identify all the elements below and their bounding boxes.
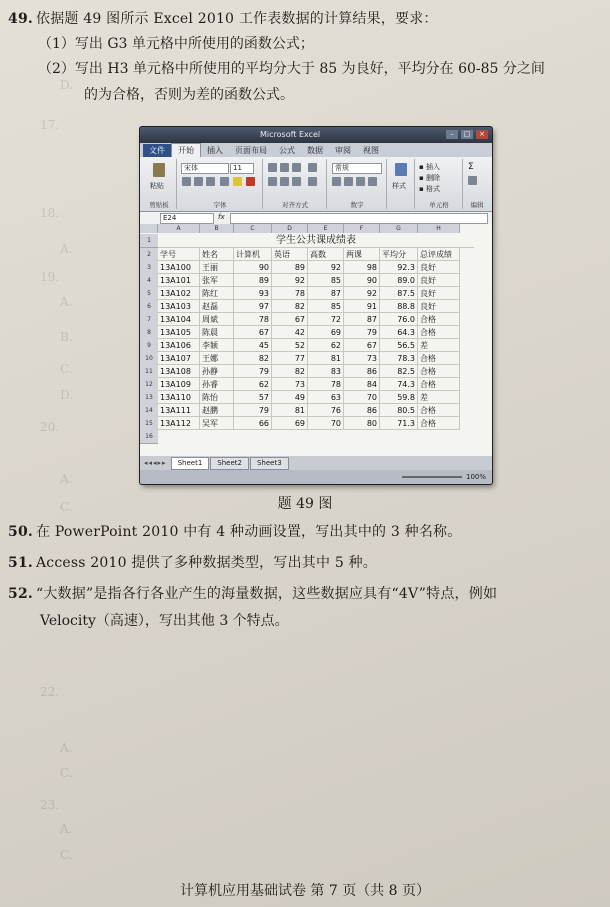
- table-cell[interactable]: 80: [344, 417, 380, 430]
- bleed-through-text: B.: [60, 330, 73, 344]
- table-cell[interactable]: 81: [308, 352, 344, 365]
- question-number: 49.: [8, 11, 33, 27]
- bleed-through-text: A.: [60, 242, 73, 256]
- currency-icon[interactable]: [332, 177, 341, 186]
- cells-group: [416, 159, 463, 209]
- table-cell[interactable]: 66: [234, 417, 272, 430]
- table-cell[interactable]: 良好: [418, 261, 460, 274]
- table-cell[interactable]: 陈红: [200, 287, 234, 300]
- table-cell[interactable]: 李颖: [200, 339, 234, 352]
- align-center-icon[interactable]: [280, 177, 289, 186]
- table-cell[interactable]: 71.3: [380, 417, 418, 430]
- format-cells-button[interactable]: ▪ 格式: [419, 185, 440, 193]
- column-header-d[interactable]: D: [272, 224, 308, 233]
- table-cell[interactable]: 97: [234, 300, 272, 313]
- bleed-through-text: 18.: [40, 206, 60, 220]
- question-number: 52.: [8, 586, 33, 602]
- column-header-h[interactable]: H: [418, 224, 460, 233]
- align-left-icon[interactable]: [268, 177, 277, 186]
- table-cell[interactable]: 陈怡: [200, 391, 234, 404]
- table-cell[interactable]: 13A102: [158, 287, 200, 300]
- maximize-icon[interactable]: □: [461, 130, 473, 139]
- table-cell[interactable]: 合格: [418, 313, 460, 326]
- clipboard-group-label: 剪贴板: [149, 201, 169, 209]
- cells-group-label: 单元格: [429, 201, 449, 209]
- table-cell[interactable]: 62: [308, 339, 344, 352]
- table-cell[interactable]: 差: [418, 391, 460, 404]
- tab-review[interactable]: 审阅: [335, 145, 351, 155]
- table-cell[interactable]: 周斌: [200, 313, 234, 326]
- table-cell[interactable]: 83: [308, 365, 344, 378]
- font-group-label: 字体: [213, 201, 227, 209]
- excel-title-bar: [140, 127, 492, 143]
- row-header[interactable]: 3: [140, 261, 158, 275]
- delete-cells-label: 删除: [425, 174, 440, 182]
- table-cell[interactable]: 77: [272, 352, 308, 365]
- sheet-tab-3[interactable]: Sheet3: [250, 457, 289, 470]
- table-cell[interactable]: 78: [308, 378, 344, 391]
- table-cell[interactable]: 82: [272, 300, 308, 313]
- bleed-through-text: D.: [60, 78, 74, 92]
- bleed-through-text: A.: [60, 822, 73, 836]
- ribbon-tabs: [140, 143, 492, 157]
- bold-icon[interactable]: [182, 177, 191, 186]
- table-cell[interactable]: 良好: [418, 300, 460, 313]
- question-51: [8, 552, 377, 572]
- insert-cells-label: 插入: [425, 163, 440, 171]
- row-header[interactable]: 14: [140, 404, 158, 418]
- table-cell[interactable]: 92.3: [380, 261, 418, 274]
- bleed-through-text: A.: [60, 741, 73, 755]
- underline-icon[interactable]: [206, 177, 215, 186]
- table-cell[interactable]: 13A107: [158, 352, 200, 365]
- italic-icon[interactable]: [194, 177, 203, 186]
- table-header-cell[interactable]: 总评成绩: [418, 248, 460, 261]
- bleed-through-text: 17.: [40, 118, 60, 132]
- table-cell[interactable]: 13A104: [158, 313, 200, 326]
- table-cell[interactable]: 王丽: [200, 261, 234, 274]
- paste-button[interactable]: 粘贴: [150, 182, 164, 190]
- row-header[interactable]: 8: [140, 326, 158, 340]
- merge-cells-icon[interactable]: [308, 177, 317, 186]
- table-cell[interactable]: 67: [344, 339, 380, 352]
- status-bar: [140, 470, 492, 484]
- table-cell[interactable]: 72: [308, 313, 344, 326]
- table-cell[interactable]: 86: [344, 365, 380, 378]
- table-cell[interactable]: 93: [234, 287, 272, 300]
- table-cell[interactable]: 70: [344, 391, 380, 404]
- question-49: [8, 8, 438, 28]
- table-cell[interactable]: 合格: [418, 417, 460, 430]
- wrap-text-icon[interactable]: [308, 163, 317, 172]
- question-number: 50.: [8, 524, 33, 540]
- alignment-group-label: 对齐方式: [282, 201, 308, 209]
- table-cell[interactable]: 73: [344, 352, 380, 365]
- table-cell[interactable]: 92: [272, 274, 308, 287]
- question-text: 在 PowerPoint 2010 中有 4 种动画设置，写出其中的 3 种名称。: [36, 524, 462, 540]
- table-cell[interactable]: 赵鹏: [200, 404, 234, 417]
- font-size-select[interactable]: 11: [230, 163, 254, 174]
- table-cell[interactable]: 85: [308, 274, 344, 287]
- table-cell[interactable]: 63: [308, 391, 344, 404]
- column-header-g[interactable]: G: [380, 224, 418, 233]
- row-header[interactable]: 9: [140, 339, 158, 353]
- editing-group: [464, 159, 490, 209]
- question-stem: 依据题 49 图所示 Excel 2010 工作表数据的计算结果，要求：: [36, 11, 438, 27]
- table-cell[interactable]: 13A110: [158, 391, 200, 404]
- styles-icon[interactable]: [395, 163, 407, 176]
- table-cell[interactable]: 13A109: [158, 378, 200, 391]
- table-cell[interactable]: 王娜: [200, 352, 234, 365]
- table-cell[interactable]: 89: [234, 274, 272, 287]
- table-cell[interactable]: 73: [272, 378, 308, 391]
- table-cell[interactable]: 13A100: [158, 261, 200, 274]
- format-cells-label: 格式: [425, 185, 440, 193]
- bleed-through-text: C.: [60, 500, 73, 514]
- row-header[interactable]: 15: [140, 417, 158, 431]
- table-header-cell[interactable]: 学号: [158, 248, 200, 261]
- page-footer: 计算机应用基础试卷 第 7 页（共 8 页）: [179, 883, 431, 899]
- bleed-through-text: C.: [60, 848, 73, 862]
- table-cell[interactable]: 13A101: [158, 274, 200, 287]
- table-cell[interactable]: 69: [308, 326, 344, 339]
- sheet-tab-2[interactable]: Sheet2: [210, 457, 249, 470]
- row-header[interactable]: 4: [140, 274, 158, 288]
- row-header[interactable]: 7: [140, 313, 158, 327]
- sheet-tab-1[interactable]: Sheet1: [171, 457, 210, 470]
- table-cell[interactable]: 78.3: [380, 352, 418, 365]
- bleed-through-text: A.: [60, 295, 73, 309]
- table-header-cell[interactable]: 高数: [308, 248, 344, 261]
- question-49-sub-2-line-1: （2）写出 H3 单元格中所使用的平均分大于 85 为良好，平均分在 60-85 分之间: [38, 61, 545, 77]
- row-header[interactable]: 11: [140, 365, 158, 379]
- table-cell[interactable]: 82: [272, 365, 308, 378]
- sheet-nav-arrows-icon[interactable]: ◂◂◂▸▸: [144, 459, 167, 467]
- row-header[interactable]: 16: [140, 430, 158, 444]
- question-text: Access 2010 提供了多种数据类型，写出其中 5 种。: [36, 555, 377, 571]
- number-group: [328, 159, 387, 209]
- table-cell[interactable]: 13A103: [158, 300, 200, 313]
- font-group: [178, 159, 263, 209]
- worksheet-grid[interactable]: [140, 224, 492, 456]
- table-cell[interactable]: 87.5: [380, 287, 418, 300]
- table-cell[interactable]: 13A105: [158, 326, 200, 339]
- select-all-corner[interactable]: [140, 224, 158, 233]
- row-header[interactable]: 2: [140, 248, 158, 262]
- bleed-through-text: 19.: [40, 270, 60, 284]
- table-cell[interactable]: 59.8: [380, 391, 418, 404]
- table-cell[interactable]: 89: [272, 261, 308, 274]
- table-cell[interactable]: 67: [234, 326, 272, 339]
- align-middle-icon[interactable]: [280, 163, 289, 172]
- tab-formulas[interactable]: 公式: [279, 145, 295, 155]
- table-cell[interactable]: 82: [234, 352, 272, 365]
- font-color-icon[interactable]: [246, 177, 255, 186]
- table-cell[interactable]: 85: [308, 300, 344, 313]
- align-right-icon[interactable]: [292, 177, 301, 186]
- column-header-c[interactable]: C: [234, 224, 272, 233]
- sheet-tab-bar: [140, 456, 492, 470]
- table-cell[interactable]: 56.5: [380, 339, 418, 352]
- delete-cells-button[interactable]: ▪ 删除: [419, 174, 440, 182]
- excel-screenshot-figure: [140, 127, 492, 484]
- question-text-line-1: “大数据”是指各行各业产生的海量数据，这些数据应具有“4V”特点，例如: [36, 586, 498, 602]
- bleed-through-text: 23.: [40, 798, 60, 812]
- table-cell[interactable]: 13A106: [158, 339, 200, 352]
- window-title: Microsoft Excel: [260, 130, 321, 139]
- table-cell[interactable]: 64.3: [380, 326, 418, 339]
- table-cell[interactable]: 76: [308, 404, 344, 417]
- row-header[interactable]: 10: [140, 352, 158, 366]
- table-cell[interactable]: 79: [234, 404, 272, 417]
- table-cell[interactable]: 42: [272, 326, 308, 339]
- number-format-select[interactable]: 常规: [332, 163, 382, 174]
- figure-caption: 题 49 图: [277, 496, 333, 512]
- table-cell[interactable]: 孙静: [200, 365, 234, 378]
- table-cell[interactable]: 78: [272, 287, 308, 300]
- table-cell[interactable]: 79: [344, 326, 380, 339]
- tab-page-layout[interactable]: 页面布局: [235, 145, 267, 155]
- table-cell[interactable]: 90: [344, 274, 380, 287]
- table-cell[interactable]: 84: [344, 378, 380, 391]
- sheet-title: 学生公共课成绩表: [158, 234, 474, 248]
- ribbon: [140, 157, 492, 212]
- tab-home[interactable]: 开始: [171, 143, 201, 157]
- column-header-b[interactable]: B: [200, 224, 234, 233]
- table-cell[interactable]: 孙睿: [200, 378, 234, 391]
- zoom-level: 100%: [465, 473, 486, 481]
- row-header[interactable]: 5: [140, 287, 158, 301]
- table-cell[interactable]: 82.5: [380, 365, 418, 378]
- formula-input[interactable]: [230, 213, 488, 224]
- table-cell[interactable]: 差: [418, 339, 460, 352]
- tab-data[interactable]: 数据: [307, 145, 323, 155]
- table-cell[interactable]: 92: [308, 261, 344, 274]
- table-cell[interactable]: 52: [272, 339, 308, 352]
- question-49-sub-2-line-2: 的为合格，否则为差的函数公式。: [84, 87, 294, 103]
- table-cell[interactable]: 57: [234, 391, 272, 404]
- table-cell[interactable]: 92: [344, 287, 380, 300]
- question-49-sub-1: （1）写出 G3 单元格中所使用的函数公式；: [38, 36, 314, 52]
- table-cell[interactable]: 90: [234, 261, 272, 274]
- table-cell[interactable]: 陈晨: [200, 326, 234, 339]
- table-cell[interactable]: 49: [272, 391, 308, 404]
- insert-cells-button[interactable]: ▪ 插入: [419, 163, 440, 171]
- fill-color-icon[interactable]: [233, 177, 242, 186]
- table-cell[interactable]: 69: [272, 417, 308, 430]
- paste-icon[interactable]: [153, 163, 165, 177]
- bleed-through-text: A.: [60, 472, 73, 486]
- table-cell[interactable]: 87: [308, 287, 344, 300]
- table-cell[interactable]: 76.0: [380, 313, 418, 326]
- editing-group-label: 编辑: [470, 201, 484, 209]
- table-cell[interactable]: 74.3: [380, 378, 418, 391]
- sort-filter-icon[interactable]: [468, 176, 477, 185]
- table-cell[interactable]: 88.8: [380, 300, 418, 313]
- table-cell[interactable]: 张军: [200, 274, 234, 287]
- minimize-icon[interactable]: –: [446, 130, 458, 139]
- comma-style-icon[interactable]: [356, 177, 365, 186]
- tab-file[interactable]: 文件: [143, 144, 171, 157]
- table-cell[interactable]: 良好: [418, 287, 460, 300]
- close-icon[interactable]: ×: [476, 130, 488, 139]
- table-cell[interactable]: 合格: [418, 352, 460, 365]
- row-header[interactable]: 12: [140, 378, 158, 392]
- table-cell[interactable]: 吴军: [200, 417, 234, 430]
- decimal-icon[interactable]: [368, 177, 377, 186]
- table-cell[interactable]: 良好: [418, 274, 460, 287]
- table-cell[interactable]: 89.0: [380, 274, 418, 287]
- clipboard-group: [142, 159, 177, 209]
- align-top-icon[interactable]: [268, 163, 277, 172]
- table-cell[interactable]: 80.5: [380, 404, 418, 417]
- table-cell[interactable]: 70: [308, 417, 344, 430]
- table-cell[interactable]: 86: [344, 404, 380, 417]
- column-header-e[interactable]: E: [308, 224, 344, 233]
- question-50: [8, 521, 461, 541]
- alignment-group: [264, 159, 327, 209]
- row-header[interactable]: 13: [140, 391, 158, 405]
- column-header-a[interactable]: A: [158, 224, 200, 233]
- table-cell[interactable]: 合格: [418, 365, 460, 378]
- table-cell[interactable]: 13A108: [158, 365, 200, 378]
- bleed-through-text: D.: [60, 388, 74, 402]
- table-header-cell[interactable]: 计算机: [234, 248, 272, 261]
- number-group-label: 数字: [350, 201, 364, 209]
- bleed-through-text: 22.: [40, 685, 60, 699]
- table-cell[interactable]: 79: [234, 365, 272, 378]
- table-cell[interactable]: 67: [272, 313, 308, 326]
- table-header-cell[interactable]: 平均分: [380, 248, 418, 261]
- fx-icon[interactable]: fx: [218, 213, 225, 221]
- table-cell[interactable]: 13A111: [158, 404, 200, 417]
- row-header[interactable]: 6: [140, 300, 158, 314]
- font-name-select[interactable]: 宋体: [181, 163, 229, 174]
- row-header[interactable]: 1: [140, 234, 158, 248]
- table-cell[interactable]: 78: [234, 313, 272, 326]
- question-number: 51.: [8, 555, 33, 571]
- styles-group: [388, 159, 415, 209]
- column-header-f[interactable]: F: [344, 224, 380, 233]
- table-cell[interactable]: 91: [344, 300, 380, 313]
- bleed-through-text: C.: [60, 766, 73, 780]
- bleed-through-text: C.: [60, 362, 73, 376]
- table-cell[interactable]: 合格: [418, 404, 460, 417]
- tab-insert[interactable]: 插入: [207, 145, 223, 155]
- table-header-cell[interactable]: 姓名: [200, 248, 234, 261]
- table-cell[interactable]: 98: [344, 261, 380, 274]
- align-bottom-icon[interactable]: [292, 163, 301, 172]
- table-cell[interactable]: 62: [234, 378, 272, 391]
- table-cell[interactable]: 87: [344, 313, 380, 326]
- table-cell[interactable]: 赵磊: [200, 300, 234, 313]
- styles-button[interactable]: 样式: [392, 182, 406, 190]
- window-controls: [446, 130, 488, 139]
- table-cell[interactable]: 合格: [418, 378, 460, 391]
- question-52: [8, 583, 497, 603]
- autosum-icon[interactable]: Σ: [468, 162, 474, 172]
- name-box[interactable]: E24: [160, 213, 214, 224]
- table-header-cell[interactable]: 两课: [344, 248, 380, 261]
- bleed-through-text: 20.: [40, 420, 60, 434]
- percent-icon[interactable]: [344, 177, 353, 186]
- table-cell[interactable]: 81: [272, 404, 308, 417]
- table-cell[interactable]: 合格: [418, 326, 460, 339]
- table-header-cell[interactable]: 英语: [272, 248, 308, 261]
- table-cell[interactable]: 45: [234, 339, 272, 352]
- zoom-slider[interactable]: [402, 476, 462, 478]
- table-cell[interactable]: 13A112: [158, 417, 200, 430]
- border-icon[interactable]: [220, 177, 229, 186]
- question-52-line-2: Velocity（高速），写出其他 3 个特点。: [40, 613, 289, 629]
- tab-view[interactable]: 视图: [363, 145, 379, 155]
